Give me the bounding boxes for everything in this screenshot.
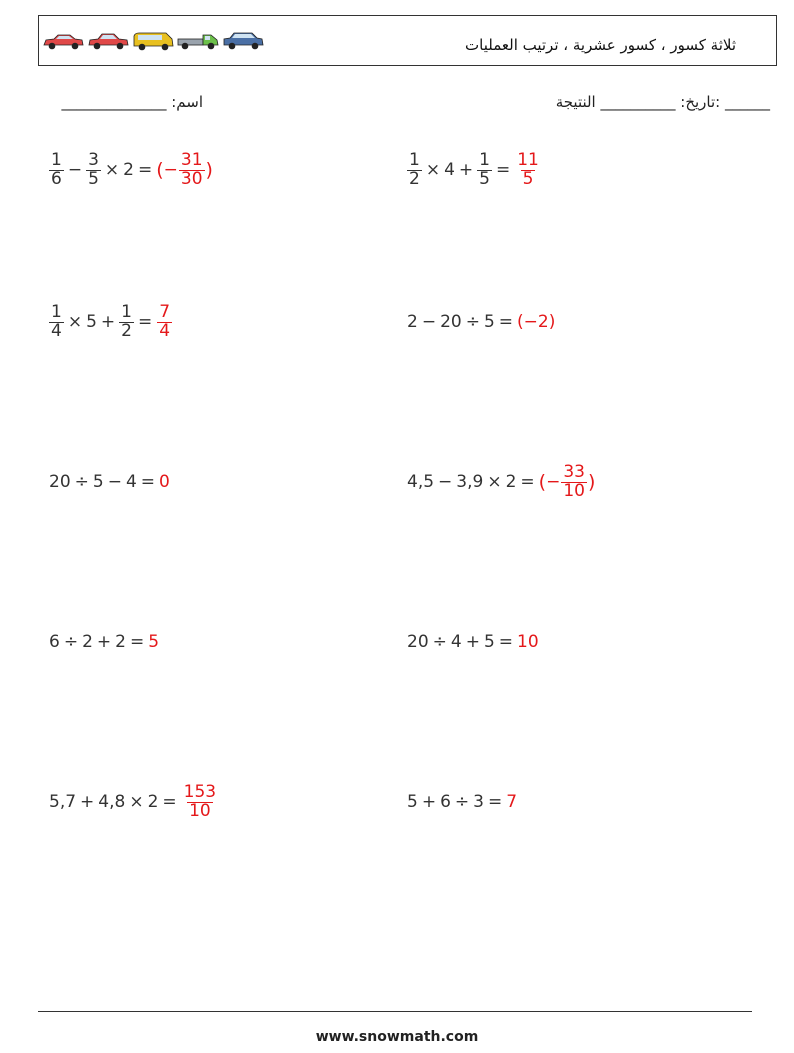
expression-token: =: [140, 472, 156, 492]
answer: [156, 149, 213, 189]
expression-token: 2: [407, 312, 418, 332]
answer: [506, 792, 517, 812]
fraction: [119, 301, 134, 341]
answer: [514, 149, 542, 189]
fraction: [515, 149, 541, 189]
fraction: [407, 149, 422, 189]
expression-token: 5: [407, 792, 418, 812]
expression-token: 4,8: [98, 792, 126, 812]
expression-token: 5: [483, 312, 495, 332]
expression-token: =: [520, 472, 535, 492]
expression-token: ÷: [63, 632, 79, 652]
answer: [538, 461, 596, 501]
answer: [181, 781, 219, 821]
fraction-denominator: 4: [159, 320, 171, 341]
expression-token: 5,7: [49, 792, 77, 812]
fraction-denominator: 5: [479, 168, 490, 189]
fraction-numerator: 153: [183, 781, 217, 802]
expression-token: +: [100, 312, 116, 332]
sedan-car-icon: [42, 30, 84, 52]
expression-token: ÷: [465, 312, 480, 332]
pickup-truck-icon: [177, 30, 219, 52]
expression-token: 20: [407, 632, 429, 652]
expression-token: +: [96, 632, 112, 652]
expression-token: +: [80, 792, 95, 812]
answer-token: 7: [506, 792, 518, 812]
answer-token: −: [546, 472, 561, 492]
fraction: [477, 149, 492, 189]
expression-token: =: [495, 160, 511, 180]
expression-token: −: [438, 472, 453, 492]
answer-token: (: [538, 471, 547, 493]
fraction-numerator: 33: [563, 461, 585, 482]
fraction-denominator: 6: [51, 168, 62, 189]
problem-expression: [405, 772, 519, 832]
expression-token: +: [465, 632, 480, 652]
answer: [517, 312, 555, 332]
answer: [148, 632, 159, 652]
fraction-denominator: 5: [88, 168, 99, 189]
fraction: [86, 149, 101, 189]
answer-token: ): [587, 471, 596, 493]
problem-expression: [47, 772, 221, 832]
expression-token: ÷: [454, 792, 470, 812]
answer-token: 10: [517, 632, 539, 652]
expression-token: 20: [49, 472, 71, 492]
expression-token: ×: [487, 472, 502, 492]
answer-token: −: [163, 160, 178, 180]
expression-token: −: [67, 160, 83, 180]
fraction-numerator: 1: [51, 301, 62, 322]
footer-divider: [38, 1011, 752, 1012]
fraction-numerator: 7: [159, 301, 171, 322]
expression-token: 6: [49, 632, 60, 652]
expression-token: ×: [425, 160, 441, 180]
fraction: [179, 149, 205, 189]
expression-token: +: [458, 160, 474, 180]
fraction-denominator: 2: [121, 320, 132, 341]
suv-car-icon: [222, 30, 264, 52]
expression-token: 2: [505, 472, 517, 492]
expression-token: =: [498, 632, 514, 652]
problem-expression: [47, 452, 172, 512]
worksheet-header: [38, 15, 777, 66]
fraction-numerator: 3: [88, 149, 99, 170]
expression-token: ×: [129, 792, 144, 812]
fraction-numerator: 1: [479, 149, 490, 170]
fraction-numerator: 1: [51, 149, 62, 170]
car-icons: [42, 30, 264, 52]
problem-expression: [405, 452, 597, 512]
fraction: [157, 301, 172, 341]
expression-token: 5: [92, 472, 104, 492]
problem-expression: [405, 292, 557, 352]
expression-token: 5: [483, 632, 495, 652]
red-car-icon: [87, 30, 129, 52]
answer-token: (: [156, 159, 164, 181]
expression-token: 5: [86, 312, 97, 332]
answer: [156, 301, 173, 341]
problem-expression: [405, 140, 544, 200]
expression-token: +: [421, 792, 437, 812]
problem-expression: [47, 140, 215, 200]
expression-token: 2: [123, 160, 134, 180]
fraction-denominator: 4: [51, 320, 62, 341]
date-score-field: ______ :تاريخ: __________ النتيجة: [555, 93, 770, 111]
expression-token: 4: [444, 160, 455, 180]
expression-token: =: [487, 792, 503, 812]
fraction-numerator: 1: [121, 301, 132, 322]
fraction: [49, 301, 64, 341]
expression-token: 2: [147, 792, 159, 812]
expression-token: ×: [104, 160, 120, 180]
answer: [159, 472, 170, 492]
fraction-denominator: 30: [180, 168, 203, 189]
expression-token: 2: [115, 632, 126, 652]
fraction-numerator: 31: [180, 149, 203, 170]
answer-token: 5: [148, 632, 160, 652]
answer-token: (−2): [517, 312, 556, 332]
answer-token: ): [205, 159, 213, 181]
name-field: اسم: ______________: [61, 93, 203, 111]
fraction: [182, 781, 218, 821]
expression-token: 3: [473, 792, 484, 812]
worksheet-title: ثلاثة كسور ، كسور عشرية ، ترتيب العمليات: [465, 36, 736, 54]
expression-token: 2: [82, 632, 93, 652]
expression-token: 4,5: [407, 472, 435, 492]
expression-token: 4: [450, 632, 462, 652]
fraction-denominator: 2: [409, 168, 420, 189]
expression-token: =: [137, 312, 153, 332]
expression-token: =: [498, 312, 514, 332]
expression-token: ÷: [74, 472, 89, 492]
expression-token: −: [107, 472, 122, 492]
expression-token: ×: [67, 312, 83, 332]
fraction-denominator: 5: [522, 168, 534, 189]
footer-url: www.snowmath.com: [315, 1029, 479, 1045]
yellow-van-icon: [132, 30, 174, 52]
expression-token: 3,9: [456, 472, 484, 492]
expression-token: =: [137, 160, 153, 180]
expression-token: 20: [440, 312, 462, 332]
fraction-numerator: 1: [409, 149, 420, 170]
problem-expression: [47, 612, 161, 672]
fraction-numerator: 11: [517, 149, 539, 170]
expression-token: −: [421, 312, 437, 332]
answer: [517, 632, 539, 652]
fraction-denominator: 10: [189, 800, 211, 821]
expression-token: =: [129, 632, 145, 652]
problem-expression: [47, 292, 175, 352]
problem-expression: [405, 612, 541, 672]
expression-token: ÷: [432, 632, 447, 652]
fraction: [49, 149, 64, 189]
expression-token: 4: [125, 472, 137, 492]
expression-token: =: [162, 792, 177, 812]
fraction-denominator: 10: [563, 480, 585, 501]
expression-token: 6: [440, 792, 451, 812]
fraction: [561, 461, 587, 501]
answer-token: 0: [159, 472, 170, 492]
